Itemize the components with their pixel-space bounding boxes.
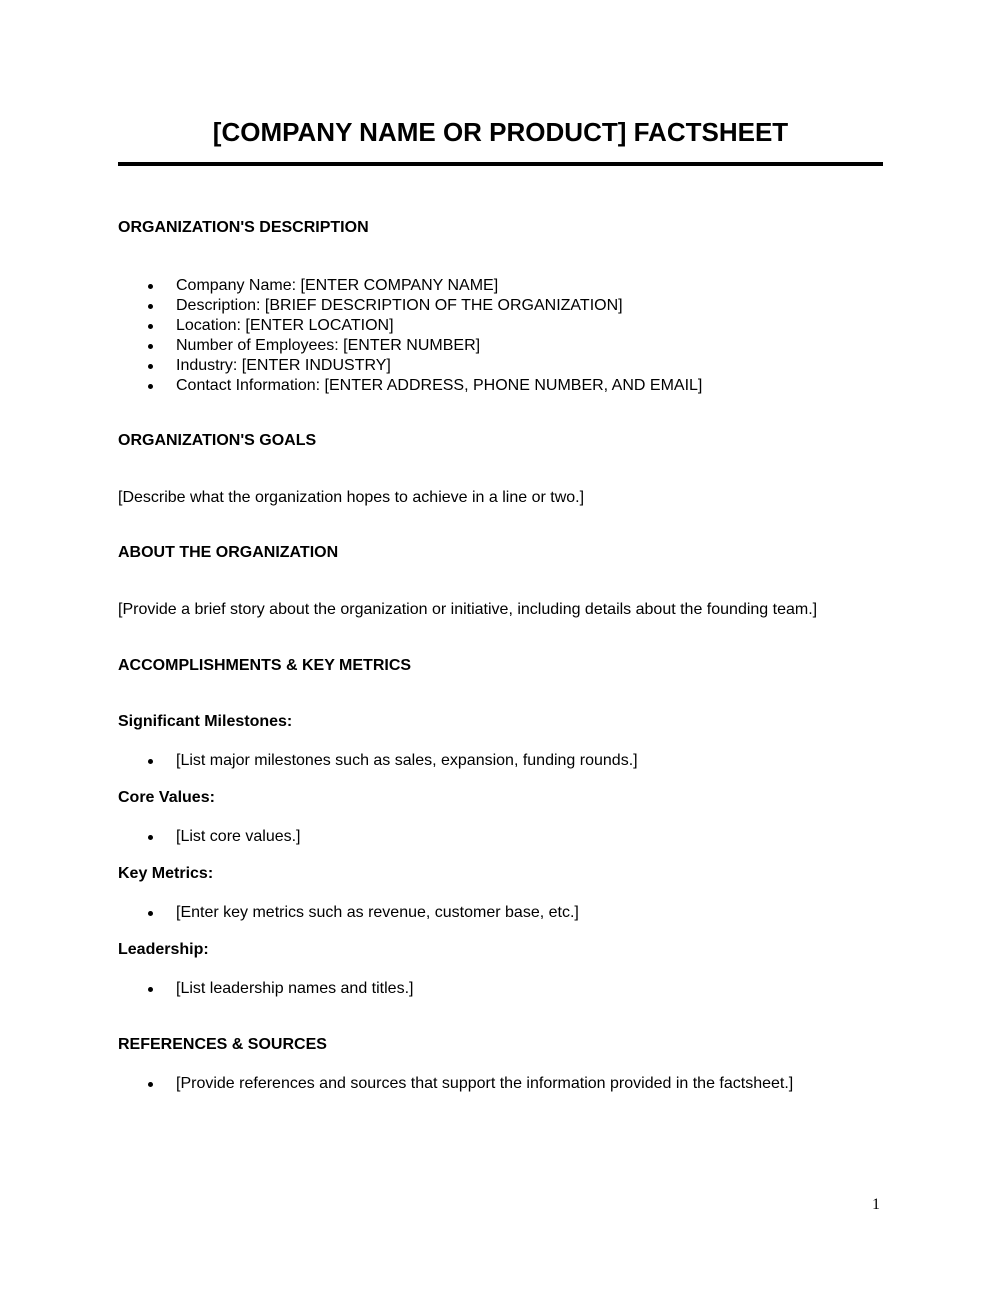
list-item [118, 316, 702, 336]
bullet-icon [148, 384, 153, 389]
references-list [118, 1074, 793, 1094]
section-heading-about: ABOUT THE ORGANIZATION [118, 544, 339, 561]
page-number: 1 [872, 1196, 880, 1213]
bullet-icon [148, 835, 153, 840]
list-item [118, 903, 579, 923]
core-values-list [118, 827, 301, 847]
section-heading-org-goals: ORGANIZATION'S GOALS [118, 432, 317, 449]
list-item-text: Industry: [ENTER INDUSTRY] [176, 357, 391, 374]
list-item [118, 356, 702, 376]
bullet-icon [148, 987, 153, 992]
section-heading-org-description: ORGANIZATION'S DESCRIPTION [118, 219, 369, 236]
list-item-text: [Enter key metrics such as revenue, customer base, etc.] [176, 904, 579, 921]
about-text: [Provide a brief story about the organization or initiative, including details about the founding team.] [118, 601, 818, 618]
subheading-key-metrics: Key Metrics: [118, 865, 214, 882]
org-goals-text: [Describe what the organization hopes to achieve in a line or two.] [118, 489, 585, 506]
subheading-leadership: Leadership: [118, 941, 209, 958]
list-item-text: Contact Information: [ENTER ADDRESS, PHONE NUMBER, AND EMAIL] [176, 377, 703, 394]
subheading-milestones: Significant Milestones: [118, 713, 293, 730]
list-item-text: [List leadership names and titles.] [176, 980, 414, 997]
list-item [118, 376, 702, 396]
list-item [118, 979, 413, 999]
section-heading-references: REFERENCES & SOURCES [118, 1036, 327, 1053]
document-title: [COMPANY NAME OR PRODUCT] FACTSHEET [212, 117, 789, 147]
list-item [118, 751, 638, 771]
list-item [118, 827, 301, 847]
list-item [118, 336, 702, 356]
milestones-list [118, 751, 638, 771]
bullet-icon [148, 324, 153, 329]
bullet-icon [148, 759, 153, 764]
org-description-list [118, 276, 702, 396]
bullet-icon [148, 911, 153, 916]
bullet-icon [148, 1082, 153, 1087]
list-item-text: Number of Employees: [ENTER NUMBER] [176, 337, 481, 354]
list-item [118, 1074, 793, 1094]
list-item [118, 276, 702, 296]
list-item-text: Company Name: [ENTER COMPANY NAME] [176, 277, 499, 294]
bullet-icon [148, 344, 153, 349]
bullet-icon [148, 364, 153, 369]
section-heading-accomplishments: ACCOMPLISHMENTS & KEY METRICS [118, 657, 412, 674]
bullet-icon [148, 284, 153, 289]
subheading-core-values: Core Values: [118, 789, 215, 806]
list-item [118, 296, 702, 316]
title-divider [118, 162, 883, 166]
list-item-text: [List major milestones such as sales, expansion, funding rounds.] [176, 752, 638, 769]
list-item-text: Description: [BRIEF DESCRIPTION OF THE ORGANIZATION] [176, 297, 623, 314]
key-metrics-list [118, 903, 579, 923]
list-item-text: Location: [ENTER LOCATION] [176, 317, 394, 334]
bullet-icon [148, 304, 153, 309]
list-item-text: [List core values.] [176, 828, 301, 845]
list-item-text: [Provide references and sources that support the information provided in the factsheet.] [176, 1075, 794, 1092]
leadership-list [118, 979, 413, 999]
